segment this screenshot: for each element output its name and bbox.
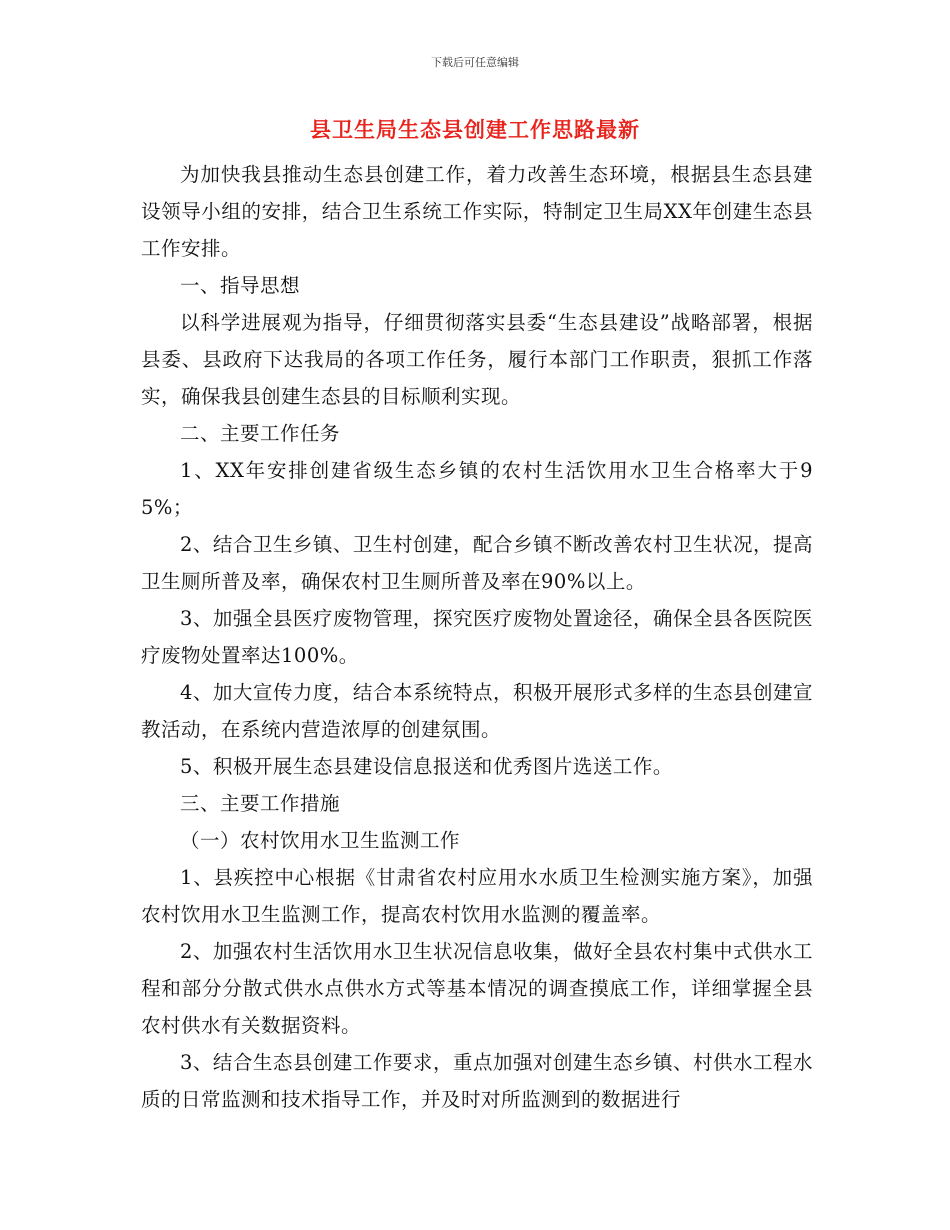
subsection-heading-water-monitoring: （一）农村饮用水卫生监测工作 <box>180 829 461 852</box>
task-item-1: 1、XX年安排创建省级生态乡镇的农村生活饮用水卫生合格率大于95%； <box>141 459 813 519</box>
task-item-5: 5、积极开展生态县建设信息报送和优秀图片选送工作。 <box>180 755 673 778</box>
task-item-4: 4、加大宣传力度，结合本系统特点，积极开展形式多样的生态县创建宣教活动，在系统内营造浓厚的创建氛围。 <box>141 681 813 741</box>
measure-item-3: 3、结合生态县创建工作要求，重点加强对创建生态乡镇、村供水工程水质的日常监测和技术指导工作，并及时对所监测到的数据进行 <box>141 1051 813 1111</box>
section-heading-measures: 三、主要工作措施 <box>180 792 341 815</box>
section-heading-guiding-thought: 一、指导思想 <box>180 274 301 297</box>
task-item-2: 2、结合卫生乡镇、卫生村创建，配合乡镇不断改善农村卫生状况，提高卫生厕所普及率，确保农村卫生厕所普及率在90%以上。 <box>141 533 813 593</box>
measure-item-1: 1、县疾控中心根据《甘肃省农村应用水水质卫生检测实施方案》，加强农村饮用水卫生监测工作，提高农村饮用水监测的覆盖率。 <box>141 866 813 926</box>
document-body <box>141 156 813 1118</box>
paragraph-guiding-thought: 以科学进展观为指导，仔细贯彻落实县委“生态县建设”战略部署，根据县委、县政府下达我局的各项工作任务，履行本部门工作职责，狠抓工作落实，确保我县创建生态县的目标顺利实现。 <box>141 311 813 408</box>
header-note: 下载后可任意编辑 <box>431 56 519 69</box>
document-title: 县卫生局生态县创建工作思路最新 <box>310 117 640 142</box>
task-item-3: 3、加强全县医疗废物管理，探究医疗废物处置途径，确保全县各医院医疗废物处置率达100%。 <box>141 607 813 667</box>
measure-item-2: 2、加强农村生活饮用水卫生状况信息收集，做好全县农村集中式供水工程和部分分散式供水点供水方式等基本情况的调查摸底工作，详细掌握全县农村供水有关数据资料。 <box>141 940 813 1037</box>
paragraph-intro: 为加快我县推动生态县创建工作，着力改善生态环境，根据县生态县建设领导小组的安排，结合卫生系统工作实际，特制定卫生局XX年创建生态县工作安排。 <box>141 163 813 260</box>
section-heading-main-tasks: 二、主要工作任务 <box>180 422 341 445</box>
